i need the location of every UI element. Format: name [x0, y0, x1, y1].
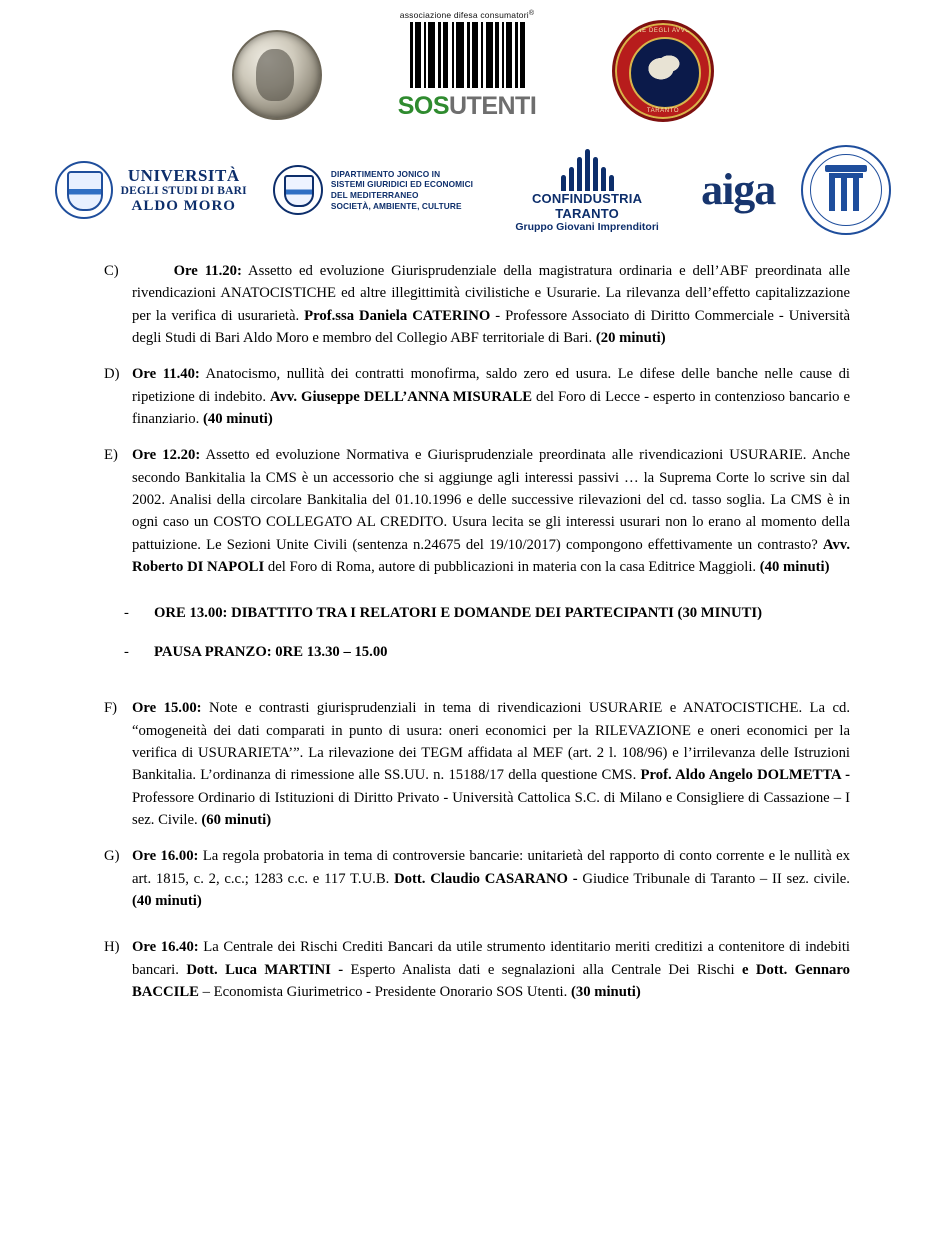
confindustria-line1: CONFINDUSTRIA TARANTO	[531, 191, 643, 221]
sos-tagline	[392, 10, 542, 20]
dip-line3: DEL MEDITERRANEO	[330, 190, 419, 200]
program-item-c-body: Ore 11.20: Assetto ed evoluzione Giurisprudenziale della magistratura ordinaria e dell’ABF preordinata alle rivendicazioni ANATOCISTICHE ed altre illegittimità civilistiche e Usurarie. La rilevanza dell’effetto capitalizzazione per la verifica di usurarietà. Prof.ssa Daniela CATERINO - Professore Associato di Diritto Commerciale - Università degli Studi di Bari Aldo Moro e membro del Collegio ABF territoriale di Bari. (20 minuti)	[132, 263, 850, 347]
sos-tagline-text: associazione difesa consumatori	[399, 10, 529, 20]
seal-bottom-text: TARANTO	[646, 108, 680, 114]
program-item-d	[104, 363, 850, 430]
odcec-columns-icon	[829, 173, 863, 211]
header-logo-row-top	[0, 0, 946, 138]
aiga-logo: aiga	[701, 165, 776, 214]
dash-text-2: PAUSA PRANZO: 0RE 13.30 – 15.00	[154, 643, 388, 660]
dash-marker-1: -	[124, 605, 129, 622]
uniba-line1: UNIVERSITÀ	[127, 165, 240, 185]
program-item-f-body: Ore 15.00: Note e contrasti giurisprudenziali in tema di rivendicazioni USURARIE e ANATOCISTICHE. La cd. “omogeneità dei dati comparati in punto di usura: oneri economici per la RILEVAZIONE e oneri economici per la verifica di USURARIETA’”. La rilevazione dei TEGM affidata al MEF (art. 2 l. 108/96) e l’irrilevanza delle Istruzioni Bankitalia. L’ordinanza di rimessione alle SS.UU. n. 15188/17 della questione CMS. Prof. Aldo Angelo DOLMETTA - Professore Ordinario di Istituzioni di Diritto Privato - Università Cattolica S.C. di Milano e Consigliere di Cassazione – I sez. Civile. (60 minuti)	[132, 700, 851, 828]
uniba-text	[121, 166, 247, 215]
program-item-g-body: Ore 16.00: La regola probatoria in tema di controversie bancarie: unitarietà del rapporto di conto corrente e le nullità ex art. 1815, c. 2, c.c.; 1283 c.c. e 117 T.U.B. Dott. Claudio CASARANO - Giudice Tribunale di Taranto – II sez. civile. (40 minuti)	[132, 848, 850, 909]
confindustria-line2: Gruppo Giovani Imprenditori	[515, 221, 659, 233]
program-item-c	[104, 260, 850, 349]
sos-wordmark-green: SOS	[397, 92, 449, 120]
program-dash-item-dibattito	[104, 602, 850, 624]
program-item-e-body: Ore 12.20: Assetto ed evoluzione Normativa e Giurisprudenziale preordinata alle rivendicazioni USURARIE. Anche secondo Bankitalia la CMS è un accessorio che si aggiunge agli interessi passivi … la Suprema Corte lo scrive sin dal 2002. Analisi della circolare Bankitalia del 01.10.1996 e delle successive rilevazioni del cd. tasso soglia. La CMS è in ogni caso un COSTO COLLEGATO AL CREDITO. Usura lecita se gli interessi usurari non lo erano al momento della pattuizione. Le Sezioni Unite Civili (sentenza n.24675 del 19/10/2017) compongono effettivamente un contrasto? Avv. Roberto DI NAPOLI del Foro di Roma, autore di pubblicazioni in materia con la casa Editrice Maggioli. (40 minuti)	[132, 447, 851, 576]
dip-line2: SISTEMI GIURIDICI ED ECONOMICI	[330, 179, 474, 190]
odcec-capital	[825, 165, 867, 172]
department-crest	[273, 165, 323, 215]
horse-icon	[643, 50, 683, 84]
confindustria-mark	[499, 147, 675, 191]
registered-mark: ®	[528, 10, 535, 17]
program-item-c-marker: C)	[104, 263, 119, 279]
dip-line1: DIPARTIMENTO JONICO IN	[330, 168, 441, 179]
program-item-g-marker: G)	[104, 848, 120, 865]
coin-medal-logo	[232, 30, 322, 120]
program-item-h-marker: H)	[104, 939, 120, 956]
dash-marker-2: -	[124, 643, 129, 660]
header-logo-row-bottom	[0, 138, 946, 254]
sos-wordmark-gray: UTENTI	[449, 92, 537, 120]
program-item-f	[104, 697, 850, 831]
program-item-h	[104, 936, 850, 1003]
seal-top-text: ORDINE DEGLI AVVOCATI	[619, 28, 707, 34]
uniba-line3: ALDO MORO	[131, 197, 236, 214]
program-item-d-body: Ore 11.40: Anatocismo, nullità dei contratti monofirma, saldo zero ed usura. Le difese delle banche nelle cause di ripetizione di indebito. Avv. Giuseppe DELL’ANNA MISURALE del Foro di Lecce - esperto in contenzioso bancario e finanziario. (40 minuti)	[132, 366, 851, 428]
program-item-e-marker: E)	[104, 447, 118, 464]
university-crest	[55, 161, 113, 219]
dip-line4: SOCIETÀ, AMBIENTE, CULTURE	[330, 200, 462, 211]
program-item-d-marker: D)	[104, 366, 120, 383]
sosutenti-logo	[392, 8, 542, 121]
confindustria-logo	[499, 147, 675, 233]
barcode-icon	[392, 22, 542, 88]
sos-wordmark	[392, 92, 542, 121]
program-document	[0, 254, 946, 1003]
dipartimento-jonico-logo	[273, 165, 473, 215]
uniba-logo	[55, 161, 247, 219]
program-item-h-body: Ore 16.40: La Centrale dei Rischi Crediti Bancari da utile strumento identitario meriti creditizi a contenitore di indebiti bancari. Dott. Luca MARTINI - Esperto Analista dati e segnalazioni alla Centrale Dei Rischi e Dott. Gennaro BACCILE – Economista Giurimetrico - Presidente Onorario SOS Utenti. (30 minuti)	[132, 939, 851, 1000]
uniba-line2: DEGLI STUDI DI BARI	[120, 184, 247, 197]
program-item-e	[104, 444, 850, 578]
lawyers-order-seal	[612, 20, 714, 122]
program-item-g	[104, 845, 850, 912]
dash-text-1: ORE 13.00: DIBATTITO TRA I RELATORI E DOMANDE DEI PARTECIPANTI (30 MINUTI)	[154, 605, 762, 622]
program-item-f-marker: F)	[104, 700, 118, 717]
program-dash-item-pausa	[104, 641, 850, 663]
dipartimento-text	[331, 169, 473, 211]
odcec-seal	[801, 145, 891, 235]
